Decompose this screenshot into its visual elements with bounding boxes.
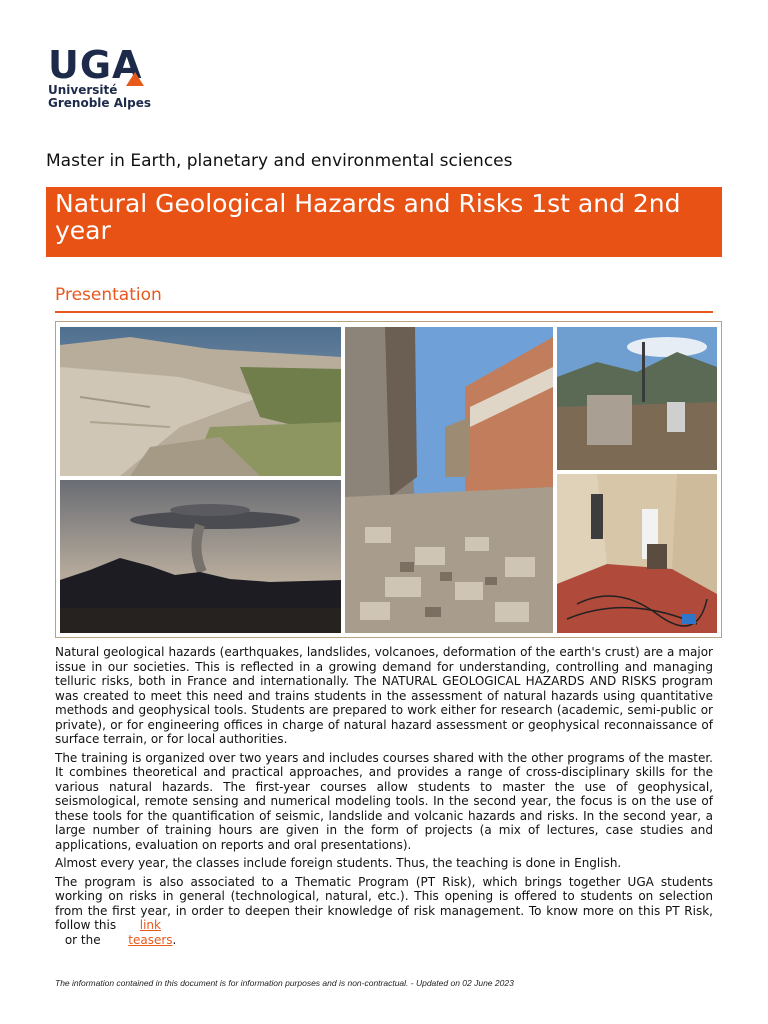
earthquake-rubble-photo bbox=[345, 327, 553, 633]
triangle-icon bbox=[126, 72, 144, 86]
paragraph-2: The training is organized over two years and includes courses shared with the other programs of the master. It combines theoretical and practical approaches, and provides a range of cross-disciplinary skills for the various natural hazards. The first-year courses allow students to master the use of geophysical, seismological, remote sensing and numerical modeling tools. In the second year, the focus is on the use of these tools for the quantification of seismic, landslide and volcanic hazards and risks. In the second year, a large number of training hours are given in the form of projects (a mix of lectures, case studies and applications, evaluation on reports and oral presentations). bbox=[55, 750, 713, 852]
paragraph-4 bbox=[55, 875, 713, 948]
paragraph-4-or: or the bbox=[64, 932, 101, 947]
logo-line-1: Université bbox=[48, 83, 118, 97]
section-divider bbox=[55, 311, 713, 313]
teasers-link[interactable]: teasers bbox=[128, 932, 173, 947]
field-instrument-photo bbox=[557, 327, 717, 470]
page-title: Natural Geological Hazards and Risks 1st and 2nd year bbox=[55, 189, 681, 245]
geophysics-survey-photo bbox=[557, 474, 717, 633]
program-subtitle: Master in Earth, planetary and environmental sciences bbox=[46, 151, 513, 171]
landslide-photo bbox=[60, 327, 341, 476]
volcano-photo bbox=[60, 480, 341, 633]
logo-wordmark: UGA bbox=[48, 43, 143, 87]
paragraph-4-text: The program is also associated to a Thematic Program (PT Risk), which brings together UGA students working on risks in general (technological, natural, etc.). This opening is offered to students on selection from the first year, in order to deepen their knowledge of risk management. To know more on this PT Risk, follow this bbox=[55, 874, 713, 932]
paragraph-1: Natural geological hazards (earthquakes, landslides, volcanoes, deformation of the earth's crust) are a major issue in our societies. This is reflected in a growing demand for understanding, controlling and managing telluric risks, both in France and internationally. The NATURAL GEOLOGICAL HAZARDS AND RISKS program was created to meet this need and trains students in the assessment of natural hazards using quantitative methods and geophysical tools. Students are prepared to work either for research (academic, semi-public or private), or for engineering offices in charge of natural hazard assessment or geophysical reconnaissance of surface terrain, or for local authorities. bbox=[55, 645, 713, 746]
paragraph-3: Almost every year, the classes include foreign students. Thus, the teaching is done in English. bbox=[55, 856, 622, 870]
paragraph-4-end: . bbox=[172, 932, 177, 947]
logo-line-2: Grenoble Alpes bbox=[48, 96, 151, 110]
footer-disclaimer: The information contained in this document is for information purposes and is non-contractual. - Updated on 02 June 2023 bbox=[55, 978, 514, 988]
presentation-text bbox=[55, 645, 713, 951]
section-heading: Presentation bbox=[55, 285, 162, 305]
pt-risk-link[interactable]: link bbox=[139, 918, 161, 932]
photo-collage bbox=[55, 321, 722, 638]
title-banner bbox=[46, 187, 722, 257]
